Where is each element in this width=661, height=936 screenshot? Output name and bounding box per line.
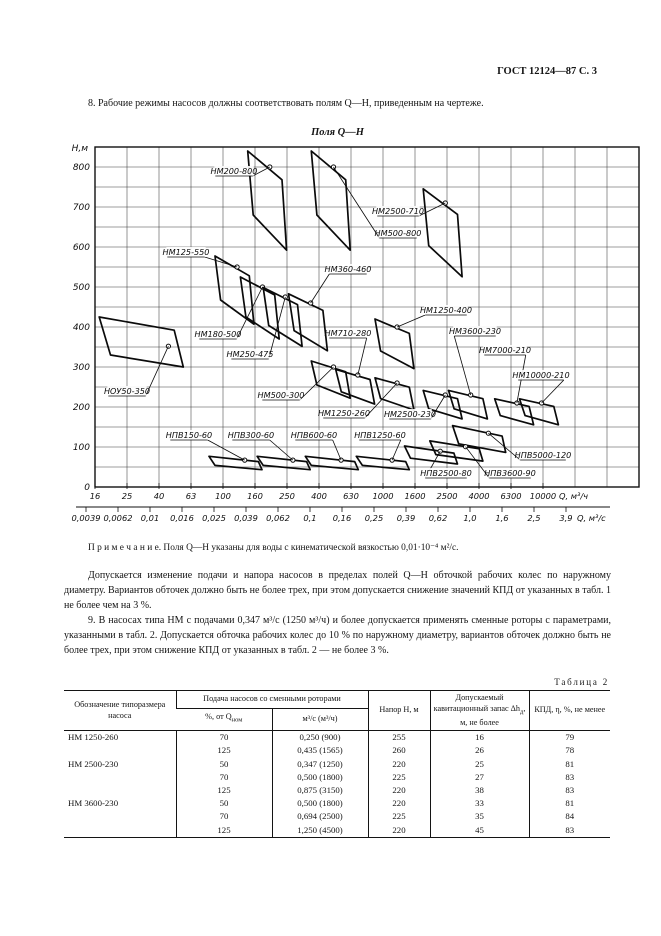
y-tick-label: 100 [72, 443, 90, 453]
flow-value-cell: 0,347 (1250) [272, 758, 368, 771]
head-cell: 220 [368, 784, 430, 797]
x-tick-label: 25 [121, 491, 133, 501]
label-leader-line [333, 167, 379, 238]
table2-row [64, 758, 610, 771]
flow-value-cell: 0,500 (1800) [272, 771, 368, 784]
x-tick-label: 1000 [372, 491, 394, 501]
npsh-header-suffix: , м, не более [460, 703, 526, 727]
pump-field-label: НМ1250-400 [419, 305, 473, 315]
efficiency-cell: 81 [529, 758, 610, 771]
npsh-cell: 16 [430, 731, 529, 745]
pump-field-polygon [240, 277, 279, 339]
pump-field-label: НМ125-550 [162, 247, 210, 257]
flow-percent-cell: 50 [176, 797, 272, 810]
label-leader-line [358, 338, 367, 375]
x-tick-label-m3s: 0,0062 [103, 513, 133, 523]
col-header-npsh [430, 691, 529, 731]
flow-percent-cell: 125 [176, 744, 272, 757]
y-tick-label: 500 [72, 283, 90, 293]
npsh-cell: 45 [430, 824, 529, 838]
pump-name-cell [64, 810, 176, 823]
pump-field-marker [469, 393, 473, 397]
npsh-cell: 26 [430, 744, 529, 757]
pump-name-cell: НМ 3600-230 [68, 798, 119, 809]
flow-value-cell: 0,500 (1800) [272, 797, 368, 810]
pump-field-polygon [257, 456, 310, 469]
table2-row [64, 784, 610, 797]
y-tick-label: 300 [72, 363, 90, 373]
head-cell: 220 [368, 824, 430, 838]
x-tick-label-m3s: 0,062 [266, 513, 290, 523]
flow-percent-cell: 125 [176, 824, 272, 838]
table2-caption: Таблица 2 [554, 677, 609, 687]
table2-body [64, 731, 610, 838]
y-tick-label: 0 [84, 483, 90, 493]
x-tick-label: 63 [185, 491, 197, 501]
x-tick-label-m3s: 0,39 [396, 513, 416, 523]
label-leader-line [392, 440, 401, 460]
y-tick-label: 400 [72, 323, 90, 333]
flow-percent-cell: 125 [176, 784, 272, 797]
table2 [64, 690, 610, 838]
efficiency-cell: 83 [529, 784, 610, 797]
table2-row [64, 824, 610, 838]
flow-percent-cell: 70 [176, 731, 272, 745]
x-tick-label: 1600 [404, 491, 426, 501]
x-tick-label-m3s: 2,5 [527, 513, 541, 523]
y-tick-label: 700 [72, 203, 90, 213]
pump-field-label: НПВ3600-90 [484, 468, 536, 478]
pump-field-label: НМ180-500 [194, 329, 242, 339]
efficiency-cell: 83 [529, 824, 610, 838]
col-header-head: Напор Н, м [368, 691, 430, 731]
pump-field-label: НМ1250-260 [317, 408, 371, 418]
pump-field-label: НМ200-800 [210, 166, 258, 176]
label-leader-line [454, 336, 470, 395]
pump-field-polygon [305, 456, 358, 469]
pump-field-marker [339, 458, 343, 462]
head-cell: 225 [368, 771, 430, 784]
flow-percent-cell: 70 [176, 771, 272, 784]
pump-field-marker [395, 325, 399, 329]
pump-field-label: НПВ1250-60 [354, 430, 406, 440]
head-cell: 220 [368, 758, 430, 771]
pump-field-polygon [495, 399, 534, 425]
x-tick-label-m3s: 1,0 [463, 513, 477, 523]
qh-chart-svg [28, 142, 648, 532]
flow-value-cell: 0,435 (1565) [272, 744, 368, 757]
col-header-flow-percent [176, 708, 272, 730]
pump-field-label: НМ7000-210 [478, 345, 532, 355]
note: П р и м е ч а н и е. Поля Q—H указаны для воды с кинематической вязкостью 0,01·10⁻⁴ м²/с. [88, 543, 459, 553]
pump-field-label: НМ2500-710 [371, 206, 425, 216]
pump-name-cell [64, 744, 176, 757]
npsh-cell: 27 [430, 771, 529, 784]
x-tick-label-m3s: 0,016 [170, 513, 194, 523]
flow-value-cell: 0,250 (900) [272, 731, 368, 745]
pump-field-polygon [520, 399, 559, 425]
pump-name-cell: НМ 2500-230 [68, 758, 119, 769]
table2-row [64, 731, 610, 745]
label-leader-line [542, 380, 564, 403]
x-tick-label-m3s: 3,9 [559, 513, 573, 523]
head-cell: 255 [368, 731, 430, 745]
flow-percent-cell: 50 [176, 758, 272, 771]
pump-name-cell: НМ 1250-260 [68, 732, 119, 743]
pump-name-cell [64, 784, 176, 797]
col-header-pump: Обозначение типоразмера насоса [74, 700, 166, 720]
pump-field-marker [166, 344, 170, 348]
x-tick-label: 40 [153, 491, 165, 501]
x-tick-label: 250 [279, 491, 295, 501]
x-tick-label-m3s: 0,25 [364, 513, 384, 523]
x-tick-label: 2500 [436, 491, 458, 501]
y-tick-label: 200 [72, 403, 90, 413]
pump-name-cell [64, 771, 176, 784]
table2-row [64, 810, 610, 823]
x-tick-label-m3s: 0,01 [140, 513, 160, 523]
table2-row [64, 771, 610, 784]
pump-field-polygon [423, 189, 462, 277]
x-tick-label: 4000 [468, 491, 490, 501]
x-axis-title-m3h: Q, м³/ч [559, 491, 589, 501]
label-leader-line [397, 315, 425, 327]
chart-title: Поля Q—H [311, 127, 364, 138]
pump-field-polygon [375, 378, 414, 410]
x-tick-label-m3s: 0,039 [234, 513, 258, 523]
pump-field-label: НМ500-300 [257, 390, 305, 400]
x-tick-label-m3s: 0,1 [303, 513, 317, 523]
pump-field-label: НПВ600-60 [290, 430, 338, 440]
pump-field-polygon [263, 288, 302, 347]
x-tick-label: 100 [215, 491, 231, 501]
flow-value-cell: 0,694 (2500) [272, 810, 368, 823]
paragraph-9: 9. В насосах типа НМ с подачами 0,347 м³/с (1250 м³/ч) и более допускается применять сменные роторы с параметрами, указанными в табл. 2. Допускается обточка рабочих колес до 10 % по наружному диаметру, вариантов обточек должно быть не более трех, при этом снижение КПД от указанных в табл. 2 — не более 3 %. [64, 615, 611, 656]
col-header-eff: КПД, η, %, не менее [529, 691, 610, 731]
pump-field-label: НМ2500-230 [383, 409, 437, 419]
head-cell: 260 [368, 744, 430, 757]
table2-row [64, 744, 610, 757]
col-header-flow-units: м³/с (м³/ч) [272, 708, 368, 730]
pump-field-label: НПВ150-60 [165, 430, 213, 440]
x-tick-label-m3s: 1,6 [495, 513, 509, 523]
pump-field-polygon [405, 446, 458, 464]
pump-field-label: НПВ300-60 [227, 430, 275, 440]
pump-field-label: НМ250-475 [226, 349, 274, 359]
flow-value-cell: 1,250 (4500) [272, 824, 368, 838]
pump-name-cell [64, 824, 176, 838]
npsh-header-sub: д [520, 708, 524, 716]
pump-field-polygon [99, 317, 183, 367]
col-header-flow-group: Подача насосов со сменными роторами [176, 691, 368, 709]
table2-row [64, 797, 610, 810]
x-axis-title-m3s: Q, м³/с [577, 513, 606, 523]
pump-field-label: НМ500-800 [374, 228, 422, 238]
efficiency-cell: 78 [529, 744, 610, 757]
y-axis-title: Н,м [71, 144, 88, 154]
pump-field-polygon [209, 456, 262, 469]
label-leader-line [270, 440, 293, 460]
head-cell: 225 [368, 810, 430, 823]
pump-field-label: НПВ5000-120 [514, 450, 572, 460]
y-tick-label: 800 [72, 163, 90, 173]
x-tick-label: 160 [247, 491, 263, 501]
x-tick-label: 6300 [500, 491, 522, 501]
flow-value-cell: 0,875 (3150) [272, 784, 368, 797]
head-cell: 220 [368, 797, 430, 810]
table2-header [64, 691, 610, 731]
npsh-cell: 35 [430, 810, 529, 823]
paragraph-trim: Допускается изменение подачи и напора насосов в пределах полей Q—H обточкой рабочих колес по наружному диаметру. Вариантов обточек должно быть не более трех, при этом допускается снижение значений КПД от указанных в табл. 1 не более чем на 3 %. [64, 570, 611, 611]
y-tick-label: 600 [72, 243, 90, 253]
efficiency-cell: 84 [529, 810, 610, 823]
pump-field-label: НОУ50-350 [103, 386, 151, 396]
x-tick-label: 400 [311, 491, 327, 501]
x-tick-label: 10000 [529, 491, 557, 501]
efficiency-cell: 81 [529, 797, 610, 810]
npsh-header-text: Допускаемый кавитационный запас Δh [433, 693, 521, 713]
page-header: ГОСТ 12124—87 С. 3 [497, 66, 597, 77]
x-tick-label-m3s: 0,16 [332, 513, 352, 523]
label-leader-line [300, 367, 334, 400]
qh-chart [28, 142, 648, 532]
pump-field-label: НМ360-460 [324, 264, 372, 274]
npsh-cell: 38 [430, 784, 529, 797]
label-leader-line [333, 440, 341, 460]
x-tick-label: 16 [89, 491, 101, 501]
pump-field-polygon [375, 319, 414, 369]
efficiency-cell: 83 [529, 771, 610, 784]
pump-field-polygon [449, 390, 488, 419]
paragraph-8: 8. Рабочие режимы насосов должны соответствовать полям Q—H, приведенным на чертеже. [88, 98, 484, 109]
pump-field-polygon [311, 151, 350, 250]
pump-field-label: НМ10000-210 [512, 370, 570, 380]
body-text [64, 568, 611, 658]
pct-header-text: %, от Q [205, 712, 232, 722]
x-tick-label-m3s: 0,025 [202, 513, 226, 523]
flow-percent-cell: 70 [176, 810, 272, 823]
pct-header-sub: ном [231, 717, 243, 725]
npsh-cell: 33 [430, 797, 529, 810]
x-tick-label-m3s: 0,62 [428, 513, 448, 523]
npsh-cell: 25 [430, 758, 529, 771]
pump-field-label: НМ710-280 [324, 328, 372, 338]
pump-field-label: НМ3600-230 [448, 326, 502, 336]
efficiency-cell: 79 [529, 731, 610, 745]
label-leader-line [311, 274, 330, 303]
x-tick-label: 630 [343, 491, 359, 501]
x-tick-label-m3s: 0,0039 [71, 513, 101, 523]
pump-field-label: НПВ2500-80 [420, 468, 472, 478]
